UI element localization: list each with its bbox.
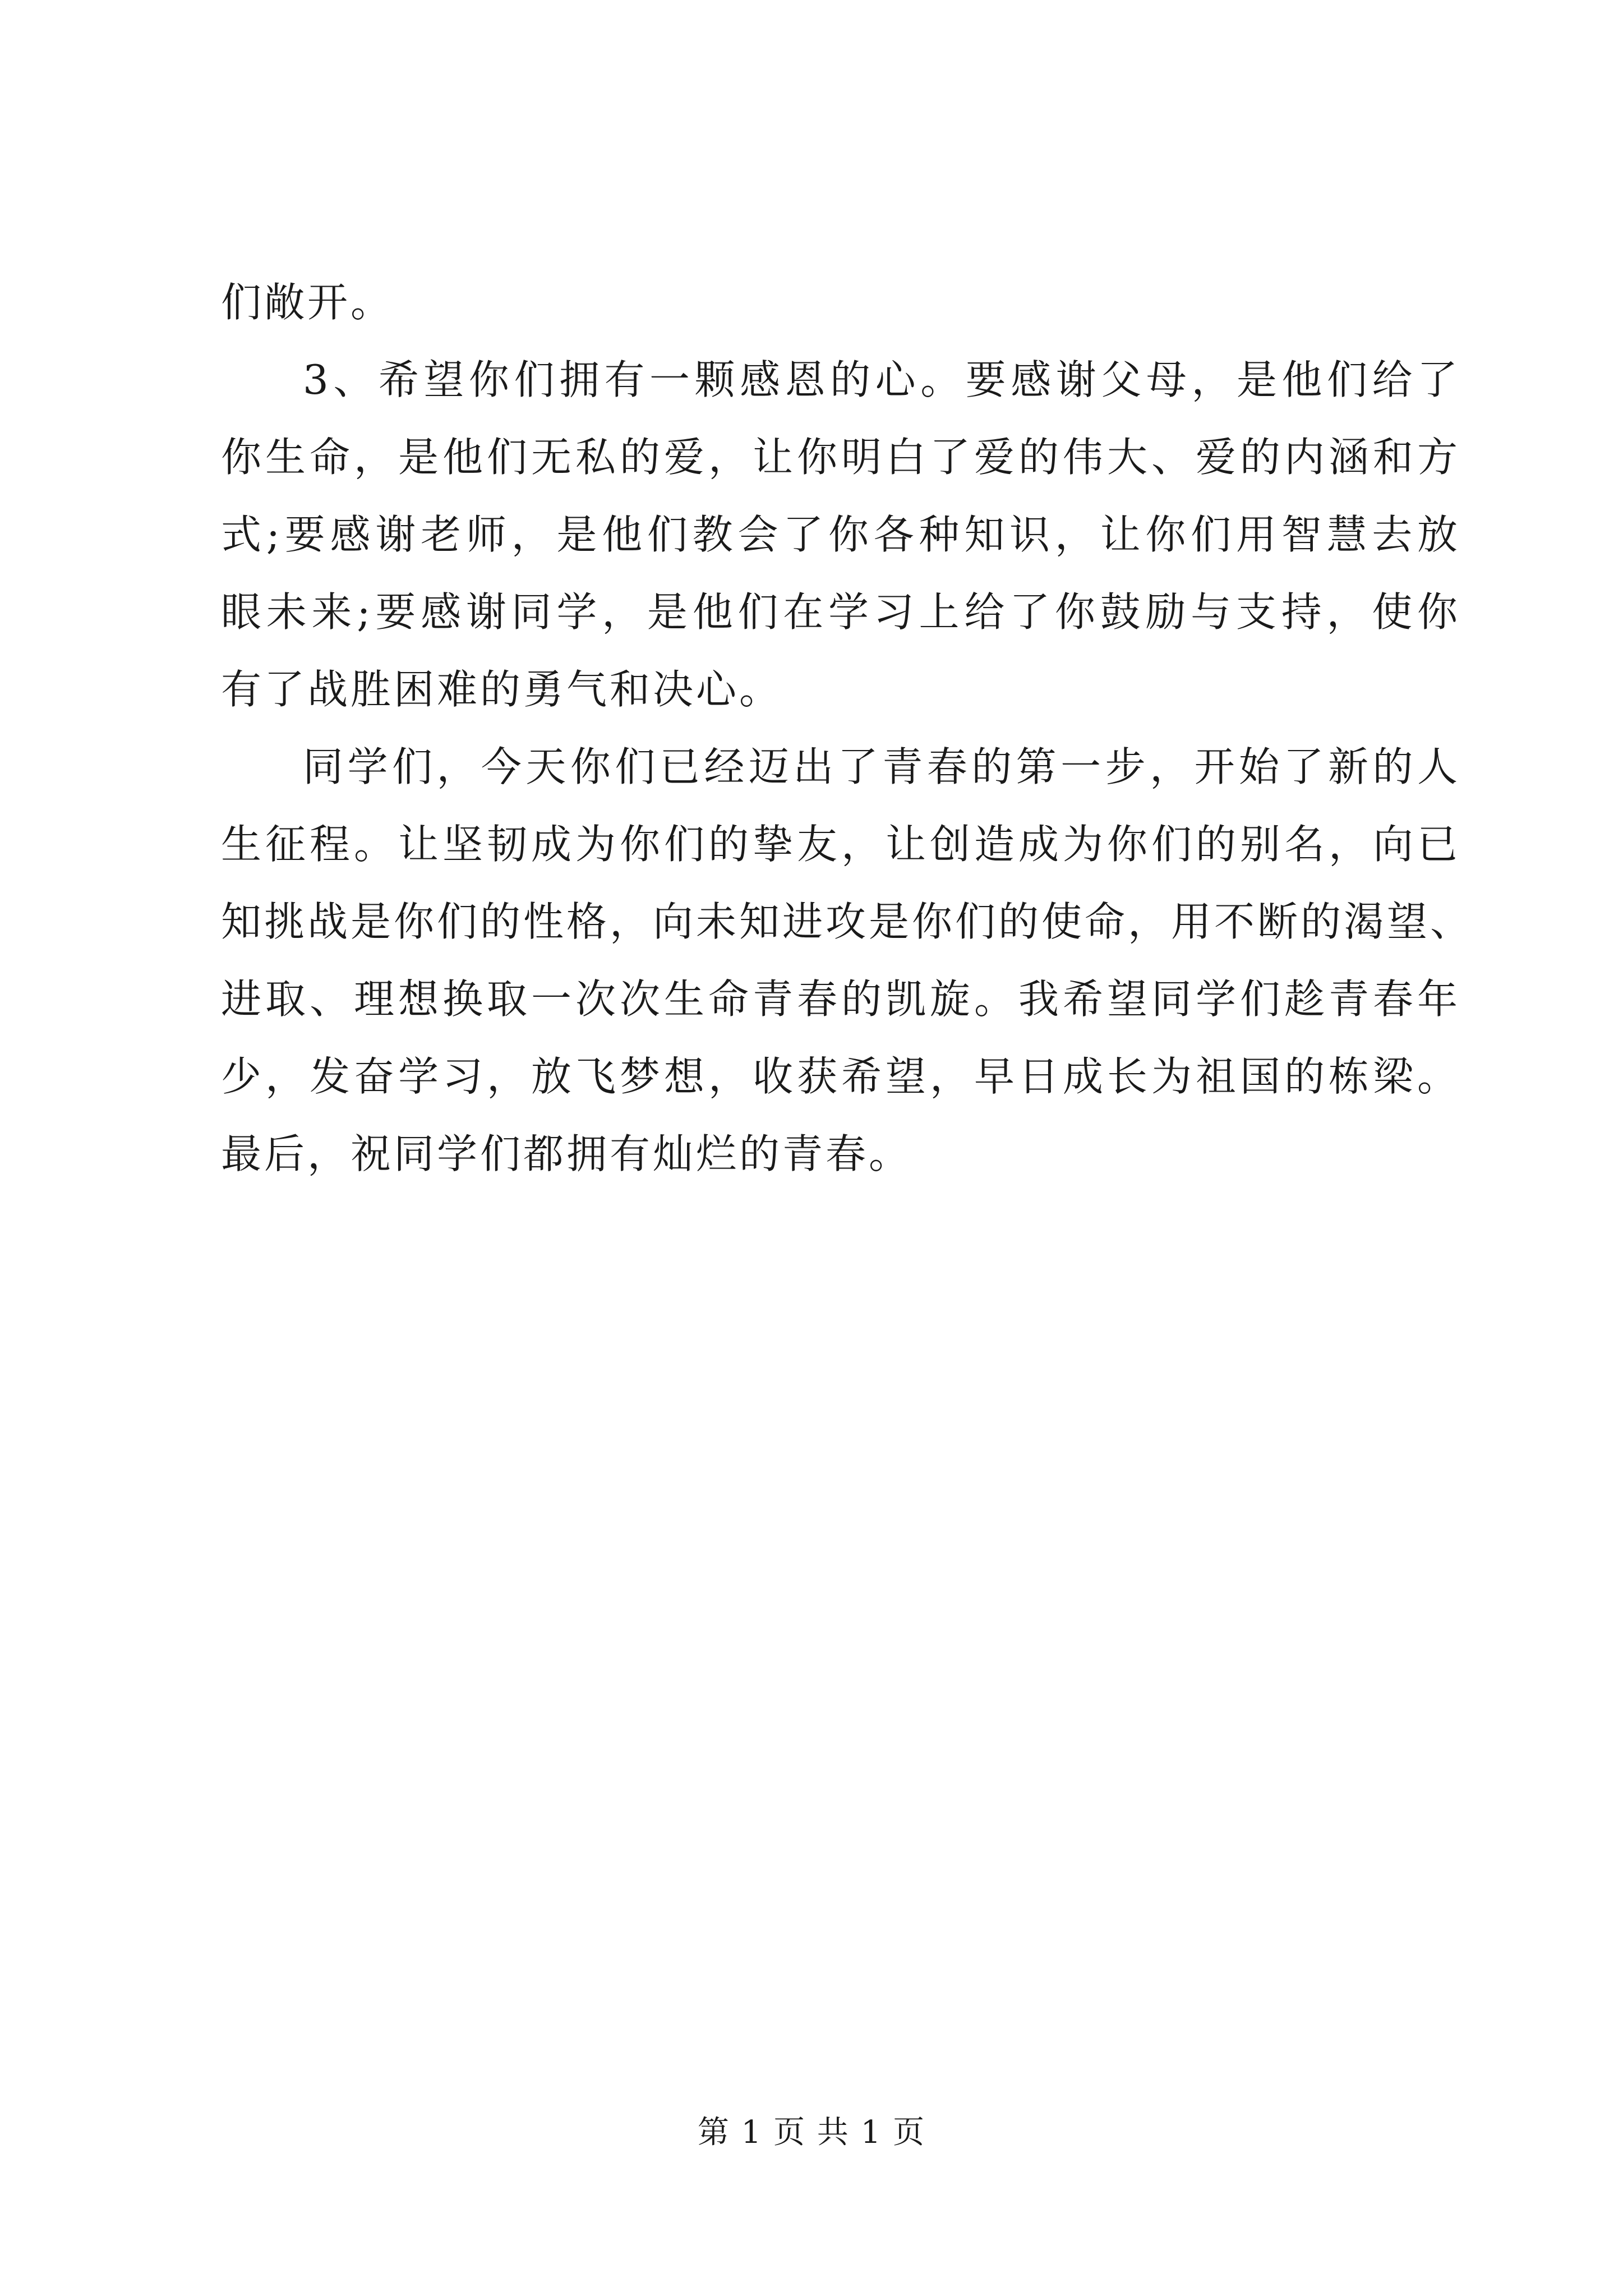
text-line: 你生命，是他们无私的爱，让你明白了爱的伟大、爱的内涵和方 [221,434,1460,481]
text-line: 最后，祝同学们都拥有灿烂的青春。 [221,1130,912,1177]
page-footer: 第 1 页 共 1 页 [697,2114,926,2151]
text-line: 式;要感谢老师，是他们教会了你各种知识，让你们用智慧去放 [221,511,1460,558]
text-line: 少，发奋学习，放飞梦想，收获希望，早日成长为祖国的栋梁。 [221,1053,1460,1100]
body-text [221,264,1474,1193]
text-line: 眼未来;要感谢同学，是他们在学习上给了你鼓励与支持，使你 [221,588,1460,636]
text-line: 生征程。让坚韧成为你们的挚友，让创造成为你们的别名，向已 [221,821,1460,868]
paragraph-start-line: 3、希望你们拥有一颗感恩的心。要感谢父母，是他们给了 [303,356,1460,403]
text-line: 有了战胜困难的勇气和决心。 [221,666,783,713]
text-line: 知挑战是你们的性格，向未知进攻是你们的使命，用不断的渴望、 [221,898,1474,945]
text-line: 们敞开。 [221,279,394,326]
text-line: 进取、理想换取一次次生命青春的凯旋。我希望同学们趁青春年 [221,976,1460,1023]
paragraph-start-line: 同学们，今天你们已经迈出了青春的第一步，开始了新的人 [303,743,1460,790]
